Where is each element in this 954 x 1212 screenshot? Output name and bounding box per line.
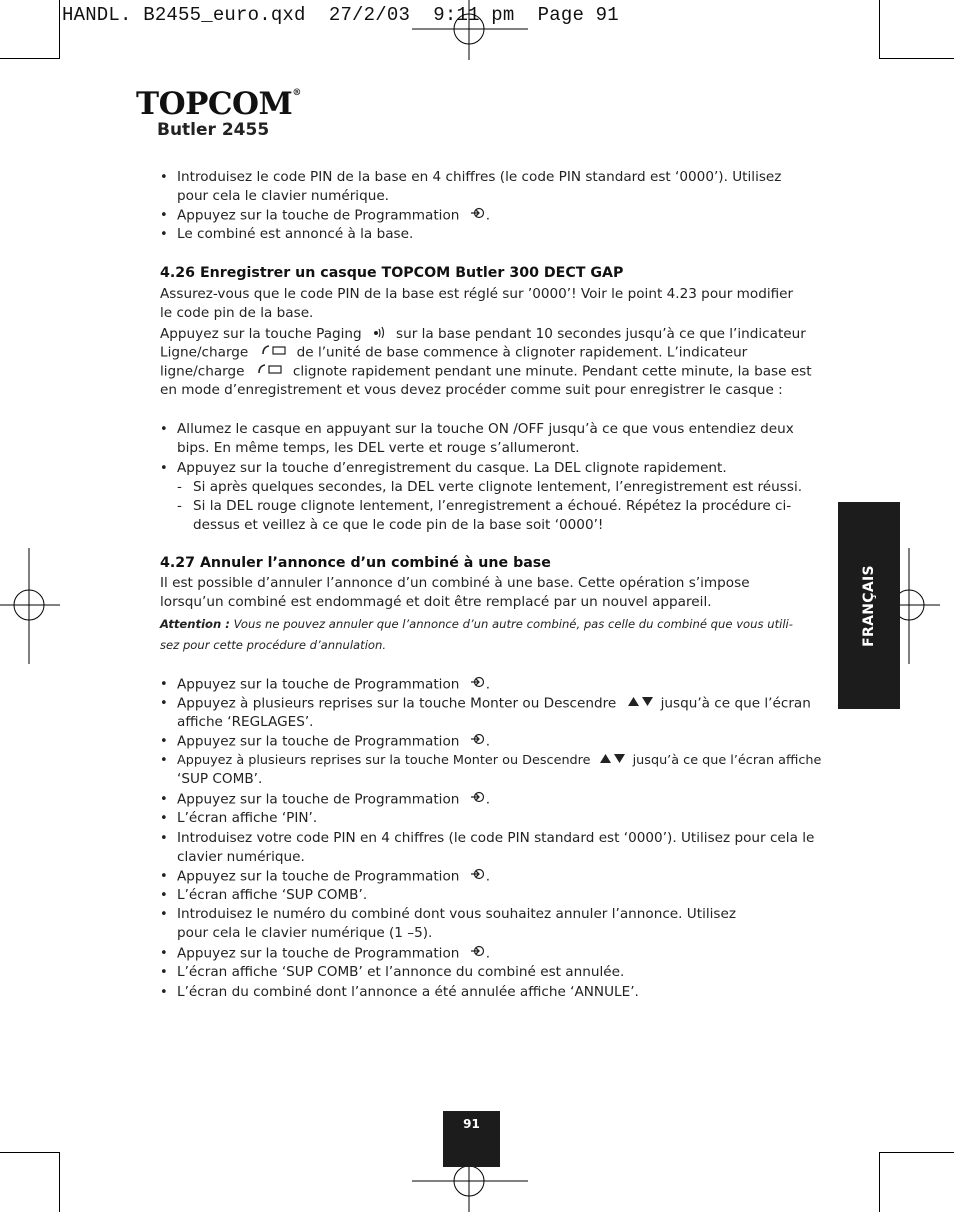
paragraph: en mode d’enregistrement et vous devez procéder comme suit pour enregistrer le casque : <box>160 382 783 398</box>
paragraph: lorsqu’un combiné est endommagé et doit être remplacé par un nouvel appareil. <box>160 594 712 610</box>
paragraph: Assurez-vous que le code PIN de la base est réglé sur ’0000’! Voir le point 4.23 pour modifier <box>160 286 794 302</box>
attention-note: sez pour cette procédure d’annulation. <box>160 638 387 652</box>
bullet: • <box>160 170 168 185</box>
list-item: pour cela le clavier numérique. <box>177 188 390 204</box>
crop-mark <box>879 0 880 58</box>
up-down-arrows-icon <box>627 694 655 713</box>
paragraph: le code pin de la base. <box>160 305 314 321</box>
bullet: • <box>160 734 168 749</box>
list-item: bips. En même temps, les DEL verte et rouge s’allumeront. <box>177 440 580 456</box>
list-item: Appuyez à plusieurs reprises sur la touche Monter ou Descendre jusqu’à ce que l’écran <box>177 695 811 712</box>
list-item: Introduisez le numéro du combiné dont vous souhaitez annuler l’annonce. Utilisez <box>177 906 736 922</box>
registration-mark-top <box>412 0 528 60</box>
list-item: Appuyez sur la touche d’enregistrement du casque. La DEL clignote rapidement. <box>177 460 727 476</box>
program-key-icon <box>470 790 486 809</box>
program-key-icon <box>470 675 486 694</box>
list-item: Appuyez sur la touche de Programmation . <box>177 791 491 808</box>
up-down-arrows-icon <box>599 751 627 770</box>
sub-item: Si après quelques secondes, la DEL verte clignote lentement, l’enregistrement est réussi. <box>193 479 803 495</box>
list-item: Allumez le casque en appuyant sur la touche ON /OFF jusqu’à ce que vous entendiez deux <box>177 421 794 437</box>
bullet: • <box>160 831 168 846</box>
paging-icon <box>372 324 388 344</box>
list-item: L’écran affiche ‘PIN’. <box>177 810 318 826</box>
crop-mark <box>879 1152 880 1212</box>
line-charge-icon <box>261 343 287 362</box>
bullet: • <box>160 422 168 437</box>
list-item: Introduisez votre code PIN en 4 chiffres (le code PIN standard est ‘0000’). Utilisez pour cela le <box>177 830 815 846</box>
line-charge-icon <box>257 362 283 381</box>
list-item: Le combiné est annoncé à la base. <box>177 226 414 242</box>
paragraph: Appuyez sur la touche Paging sur la base pendant 10 secondes jusqu’à ce que l’indicateur <box>160 324 806 344</box>
section-heading-4-27: 4.27 Annuler l’annonce d’un combiné à une base <box>160 555 551 571</box>
crop-mark <box>59 1152 60 1212</box>
list-item: pour cela le clavier numérique (1 –5). <box>177 925 433 941</box>
bullet: • <box>160 753 168 768</box>
list-item: L’écran du combiné dont l’annonce a été annulée affiche ‘ANNULE’. <box>177 984 639 1000</box>
list-item: Appuyez sur la touche de Programmation . <box>177 207 491 224</box>
crop-mark <box>59 0 60 58</box>
paragraph: ligne/charge clignote rapidement pendant une minute. Pendant cette minute, la base est <box>160 363 812 380</box>
list-item: Appuyez à plusieurs reprises sur la touche Monter ou Descendre jusqu’à ce que l’écran affiche <box>177 751 821 770</box>
program-key-icon <box>470 867 486 886</box>
list-item: Appuyez sur la touche de Programmation . <box>177 733 491 750</box>
bullet: • <box>160 811 168 826</box>
list-item: L’écran affiche ‘SUP COMB’ et l’annonce du combiné est annulée. <box>177 964 625 980</box>
list-item: ‘SUP COMB’. <box>177 771 263 787</box>
bullet: • <box>160 696 168 711</box>
crop-mark <box>0 1152 60 1153</box>
language-tab: FRANÇAIS <box>838 502 900 709</box>
list-item: Appuyez sur la touche de Programmation . <box>177 945 491 962</box>
bullet: • <box>160 985 168 1000</box>
list-item: Introduisez le code PIN de la base en 4 chiffres (le code PIN standard est ‘0000’). Utilisez <box>177 169 782 185</box>
sub-item: Si la DEL rouge clignote lentement, l’enregistrement a échoué. Répétez la procédure ci- <box>193 498 792 514</box>
list-item: affiche ‘REGLAGES’. <box>177 714 314 730</box>
crop-mark <box>879 58 954 59</box>
crop-mark <box>879 1152 954 1153</box>
sub-item: dessus et veillez à ce que le code pin de la base soit ‘0000’! <box>193 517 604 533</box>
paragraph: Ligne/charge de l’unité de base commence à clignoter rapidement. L’indicateur <box>160 344 748 361</box>
bullet: • <box>160 792 168 807</box>
file-slug: HANDL. B2455_euro.qxd 27/2/03 9:11 pm Page 91 <box>62 4 619 26</box>
list-item: clavier numérique. <box>177 849 305 865</box>
topcom-logo: TOPCOM® <box>136 86 301 122</box>
bullet: • <box>160 888 168 903</box>
dash: - <box>177 498 182 514</box>
bullet: • <box>160 907 168 922</box>
bullet: • <box>160 965 168 980</box>
bullet: • <box>160 946 168 961</box>
program-key-icon <box>470 944 486 963</box>
dash: - <box>177 479 182 495</box>
section-heading-4-26: 4.26 Enregistrer un casque TOPCOM Butler 300 DECT GAP <box>160 265 624 281</box>
bullet: • <box>160 677 168 692</box>
model-name: Butler 2455 <box>157 120 270 140</box>
bullet: • <box>160 869 168 884</box>
crop-mark <box>0 58 60 59</box>
attention-note: Attention : Vous ne pouvez annuler que l’annonce d’un autre combiné, pas celle du combiné que vous utili- <box>160 617 793 631</box>
program-key-icon <box>470 732 486 751</box>
list-item: L’écran affiche ‘SUP COMB’. <box>177 887 368 903</box>
bullet: • <box>160 208 168 223</box>
registration-mark-left <box>0 548 60 664</box>
list-item: Appuyez sur la touche de Programmation . <box>177 676 491 693</box>
bullet: • <box>160 227 168 242</box>
paragraph: Il est possible d’annuler l’annonce d’un combiné à une base. Cette opération s’impose <box>160 575 750 591</box>
page-number: 91 <box>443 1111 500 1167</box>
bullet: • <box>160 461 168 476</box>
list-item: Appuyez sur la touche de Programmation . <box>177 868 491 885</box>
program-key-icon <box>470 206 486 225</box>
